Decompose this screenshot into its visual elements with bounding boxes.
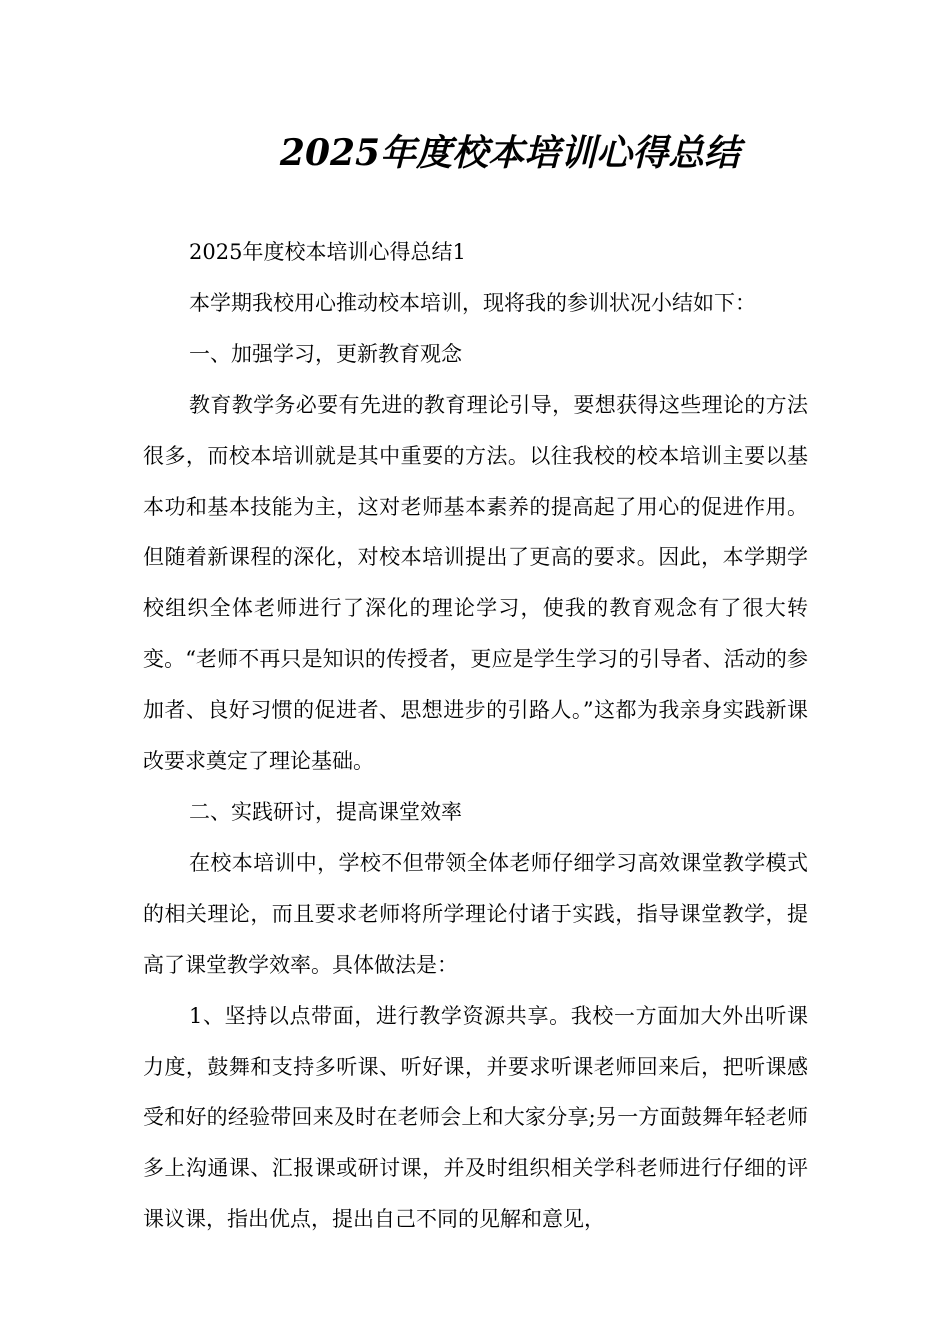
intro-paragraph: 本学期我校用心推动校本培训，现将我的参训状况小结如下： bbox=[189, 290, 756, 315]
paragraph-resource-sharing: 1、坚持以点带面，进行教学资源共享。我校一方面加大外出听课力度，鼓舞和支持多听课、听好课，并要求听课老师回来后，把听课感受和好的经验带回来及时在老师会上和大家分享;另一方面鼓舞年轻老师多上沟通课、汇报课或研讨课，并及时组织相关学科老师进行仔细的评课议课，指出优点，提出自己不同的见解和意见， bbox=[143, 1003, 808, 1232]
document-body bbox=[143, 227, 808, 1245]
paragraph-practice: 在校本培训中，学校不但带领全体老师仔细学习高效课堂教学模式的相关理论，而且要求老师将所学理论付诸于实践，指导课堂教学，提高了课堂教学效率。具体做法是： bbox=[143, 850, 808, 977]
subheading-practice: 二、实践研讨，提高课堂效率 bbox=[189, 799, 462, 824]
document-title: 2025年度校本培训心得总结 bbox=[279, 132, 741, 174]
paragraph-learning: 教育教学务必要有先进的教育理论引导，要想获得这些理论的方法很多，而校本培训就是其中重要的方法。以往我校的校本培训主要以基本功和基本技能为主，这对老师基本素养的提高起了用心的促进作用。但随着新课程的深化，对校本培训提出了更高的要求。因此，本学期学校组织全体老师进行了深化的理论学习，使我的教育观念有了很大转变。“老师不再只是知识的传授者，更应是学生学习的引导者、活动的参加者、良好习惯的促进者、思想进步的引路人。”这都为我亲身实践新课改要求奠定了理论基础。 bbox=[143, 392, 808, 774]
section-heading-1: 2025年度校本培训心得总结1 bbox=[189, 240, 466, 264]
subheading-learning: 一、加强学习，更新教育观念 bbox=[189, 341, 462, 366]
